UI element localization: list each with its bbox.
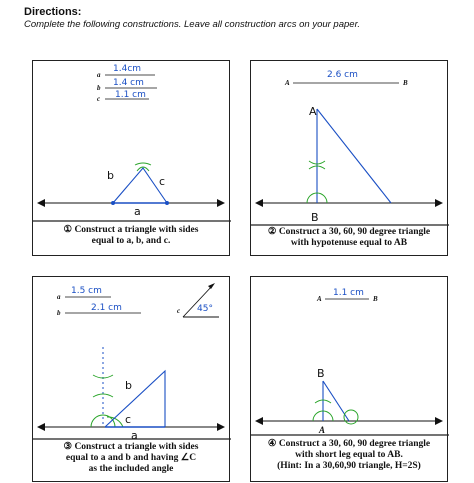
side-b-label: b (107, 169, 114, 182)
caption-3-line-3: as the included angle (88, 464, 174, 474)
segment-c-value: 1.1 cm (115, 90, 146, 100)
number-4: ④ (267, 439, 277, 449)
vertex-c-label: c (125, 413, 132, 426)
caption-4-line-3: (Hint: In a 30,60,90 triangle, H=2S) (277, 461, 421, 471)
arrow-right-icon (435, 199, 443, 207)
arrow-right-icon (435, 417, 443, 425)
caption-1-line-1: Construct a triangle with sides (74, 225, 199, 235)
caption-2 (257, 227, 441, 249)
vertex-a-label: A (309, 105, 317, 118)
directions-title: Directions: (24, 6, 82, 18)
construction-arc (93, 394, 113, 397)
directions-subtitle: Complete the following constructions. Leave all construction arcs on your paper. (24, 19, 361, 30)
caption-2-line-1: Construct a 30, 60, 90 degree triangle (278, 227, 431, 237)
side-a-label: a (134, 205, 141, 218)
angle-c-label: c (177, 307, 181, 315)
caption-1 (39, 225, 223, 247)
segment-b-label: b (97, 84, 101, 92)
construction-arc (93, 375, 113, 378)
arrow-left-icon (255, 417, 263, 425)
caption-4-line-1: Construct a 30, 60, 90 degree triangle (278, 439, 431, 449)
side-b-label: b (125, 379, 132, 392)
number-1: ① (63, 225, 73, 235)
arrow-left-icon (37, 199, 45, 207)
angle-value: 45° (197, 304, 213, 314)
segment-b-value: 1.4 cm (113, 78, 144, 88)
segment-a-value: 1.5 cm (71, 286, 102, 296)
caption-1-line-2: equal to a, b, and c. (91, 236, 171, 246)
segment-start-label: A (285, 79, 290, 87)
caption-4 (257, 439, 441, 472)
segment-end-label: B (403, 79, 408, 87)
point-marker (165, 201, 169, 205)
panel-construction-2 (250, 60, 448, 256)
caption-4-line-2: with short leg equal to AB. (295, 450, 403, 460)
vertex-b-label: B (317, 367, 325, 380)
panel-construction-3 (32, 276, 230, 482)
vertex-a-label: A (319, 425, 326, 435)
arrow-right-icon (217, 423, 225, 431)
arrow-right-icon (217, 199, 225, 207)
arrow-icon (208, 283, 215, 289)
vertex-b-label: B (311, 211, 319, 224)
arrow-left-icon (37, 423, 45, 431)
directions-header (24, 6, 464, 31)
point-marker (111, 201, 115, 205)
segment-a-label: a (97, 71, 101, 79)
segment-end-label: B (373, 295, 378, 303)
arrow-left-icon (255, 199, 263, 207)
caption-2-line-2: with hypotenuse equal to AB (290, 238, 408, 248)
segment-b-value: 2.1 cm (91, 303, 122, 313)
segment-start-label: A (317, 295, 322, 303)
segment-a-value: 1.4cm (113, 64, 142, 74)
caption-3-line-2: equal to a and b and having ∠C (65, 453, 197, 463)
side-c-label: c (159, 175, 166, 188)
triangle-abc (105, 371, 165, 427)
construction-arc (135, 163, 151, 165)
segment-ab-value: 2.6 cm (327, 70, 358, 80)
hypotenuse (317, 109, 391, 203)
caption-3 (39, 442, 223, 475)
caption-3-line-1: Construct a triangle with sides (74, 442, 199, 452)
number-2: ② (267, 227, 277, 237)
panel-construction-4 (250, 276, 448, 482)
number-3: ③ (63, 442, 73, 452)
segment-b-label: b (57, 309, 61, 317)
segment-c-label: c (97, 95, 101, 103)
segment-a-label: a (57, 293, 61, 301)
side-a-label: a (131, 429, 138, 442)
panel-construction-1 (32, 60, 230, 256)
segment-ab-value: 1.1 cm (333, 288, 364, 298)
